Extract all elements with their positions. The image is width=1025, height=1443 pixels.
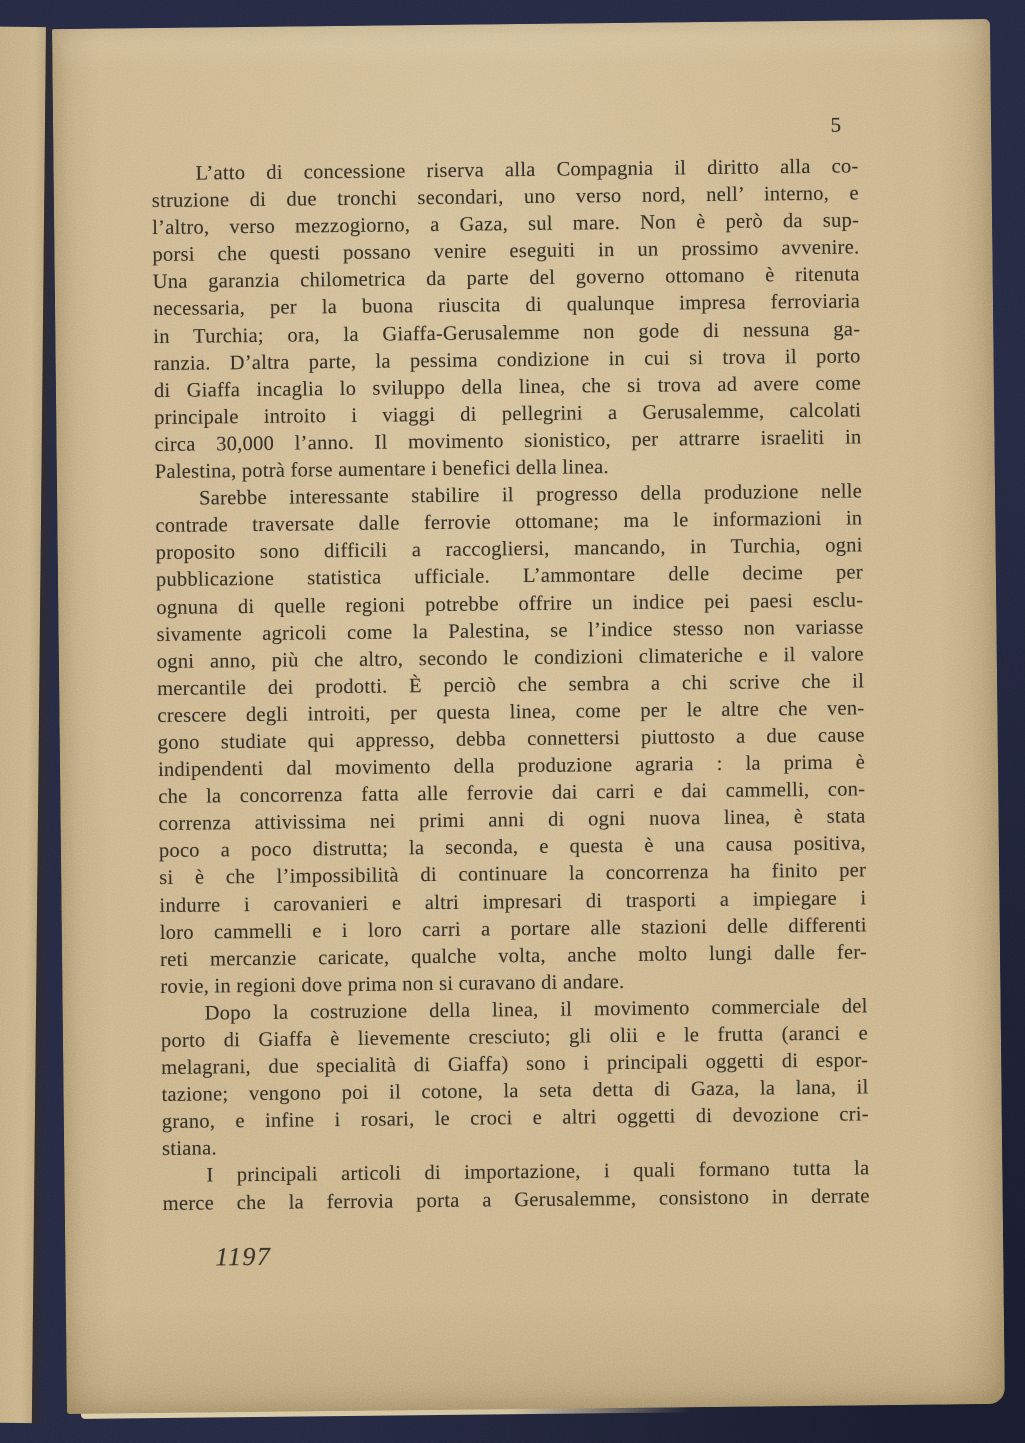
text-line: stiana. [162,1137,217,1161]
text-line: Una garanzia chilometrica da parte del governo ottomano è ritenuta [152,263,860,294]
text-line: ogni anno, più che altro, secondo le condizioni climateriche e il valore [156,643,864,673]
text-line: grano, e infine i rosari, le croci e altri oggetti di devozione cri- [161,1103,869,1134]
text-line: pubblicazione statistica ufficiale. L’ammontare delle decime per [155,561,864,592]
text-line: Palestina, potrà forse aumentare i benefici della linea. [154,456,609,484]
text-line: L’atto di concessione riserva alla Compagnia il diritto alla co- [195,155,859,185]
book [0,19,1005,1420]
text-line: rovie, in regioni dove prima non si curavano di andare. [160,970,625,998]
text-line: sivamente agricoli come la Palestina, se l’indice stesso non variasse [156,615,864,646]
text-line: mercantile dei prodotti. È perciò che sembra a chi scrive che il [157,670,865,700]
text-line: porto di Giaffa è lievemente cresciuto; gli olii e le frutta (aranci e [160,1022,869,1052]
text-line: proposito sono difficili a raccogliersi, mancando, in Turchia, ogni [155,534,863,565]
text-line: in Turchia; ora, la Giaffa-Gerusalemme non gode di nessuna ga- [153,317,861,348]
text-line: struzione di due tronchi secondari, uno verso nord, nell’ interno, e [151,182,859,213]
text-line: gono studiate qui appresso, debba connettersi piuttosto a due cause [157,724,865,754]
text-line: circa 30,000 l’anno. Il movimento sionistico, per attrarre israeliti in [154,426,862,456]
body-text [151,153,869,1217]
text-line: si è che l’impossibilità di continuare la concorrenza ha finito per [159,859,867,890]
text-line: tazione; vengono poi il cotone, la seta detta di Gaza, la lana, il [161,1076,869,1107]
page-number: 5 [830,112,842,137]
text-line: reti mercanzie caricate, qualche volta, anche molto lungi dalle fer- [159,941,868,971]
text-line: I principali articoli di importazione, i quali formano tutta la [206,1157,870,1187]
text-line: necessaria, per la buona riuscita di qualunque impresa ferroviaria [152,290,861,321]
text-line: di Giaffa incaglia lo sviluppo della linea, che si trova ad avere come [153,372,861,402]
text-line: merce che la ferrovia porta a Gerusalemme, consistono in derrate [162,1184,870,1215]
text-line: che la concorrenza fatta alle ferrovie dai carri e dai cammelli, con- [158,778,866,809]
text-line: l’altro, verso mezzogiorno, a Gaza, sul mare. Non è però da sup- [152,209,860,240]
text-line: melagrani, due specialità di Giaffa) sono i principali oggetti di espor- [161,1049,869,1080]
text-line: poco a poco distrutta; la seconda, e questa è una causa positiva, [158,832,866,863]
text-line: Dopo la costruzione della linea, il movimento commerciale del [204,995,868,1025]
text-line: loro cammelli e i loro carri a portare alle stazioni delle differenti [159,913,867,944]
text-line: ognuna di quelle regioni potrebbe offrire un indice pei paesi esclu- [156,588,864,619]
text-line: contrade traversate dalle ferrovie ottomane; ma le informazioni in [155,507,863,538]
text-line: indipendenti dal movimento della produzione agraria : la prima è [157,751,866,782]
book-page [52,19,1005,1414]
binding-area [0,26,58,1423]
text-line: correnza attivissima nei primi anni di ogni nuova linea, è stata [158,805,866,836]
text-line: porsi che questi possano venire eseguiti in un prossimo avvenire. [152,236,860,267]
text-line: indurre i carovanieri e altri impresari di trasporti a impiegare i [159,886,867,917]
text-line: Sarebbe interessante stabilire il progresso della produzione nelle [198,480,863,510]
footer-number: 1197 [215,1241,272,1272]
text-line: principale introito i viaggi di pellegrini a Gerusalemme, calcolati [154,399,862,429]
text-line: ranzia. D’altra parte, la pessima condizione in cui si trova il porto [153,345,861,375]
text-line: crescere degli introiti, per questa linea, come per le altre che ven- [157,697,865,727]
